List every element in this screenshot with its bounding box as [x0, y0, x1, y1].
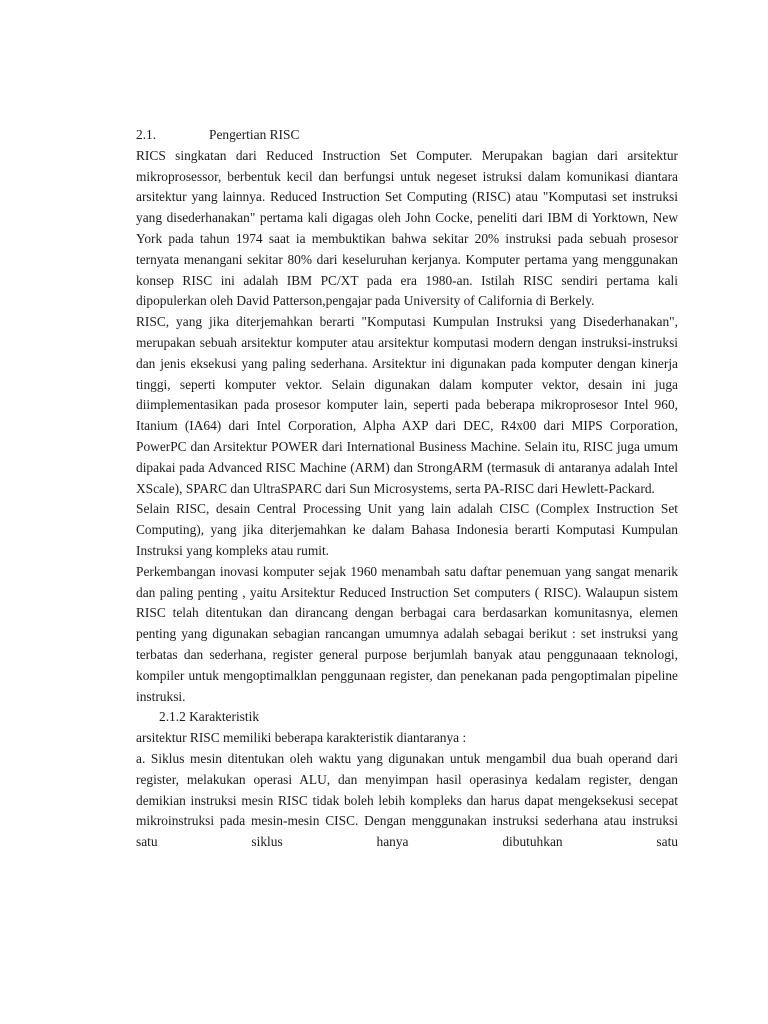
- paragraph-risc-translation: RISC, yang jika diterjemahkan berarti "Komputasi Kumpulan Instruksi yang Disederhanakan", merupakan sebuah arsitektur komputer atau arsitektur komputasi modern dengan instruksi-instruksi dan jenis eksekusi yang paling sederhana. Arsitektur ini digunakan pada komputer dengan kinerja tinggi, seperti komputer vektor. Selain digunakan dalam komputer vektor, desain ini juga diimplementasikan pada prosesor komputer lain, seperti pada beberapa mikroprosesor Intel 960, Itanium (IA64) dari Intel Corporation, Alpha AXP dari DEC, R4x00 dari MIPS Corporation, PowerPC dan Arsitektur POWER dari International Business Machine. Selain itu, RISC juga umum dipakai pada Advanced RISC Machine (ARM) dan StrongARM (termasuk di antaranya adalah Intel XScale), SPARC dan UltraSPARC dari Sun Microsystems, serta PA-RISC dari Hewlett-Packard.: [136, 314, 678, 496]
- paragraph-cisc: Selain RISC, desain Central Processing Unit yang lain adalah CISC (Complex Instruction Set Computing), yang jika diterjemahkan ke dalam Bahasa Indonesia berarti Komputasi Kumpulan Instruksi yang kompleks atau rumit.: [136, 501, 678, 558]
- paragraph-development: Perkembangan inovasi komputer sejak 1960 menambah satu daftar penemuan yang sangat menarik dan paling penting , yaitu Arsitektur Reduced Instruction Set computers ( RISC). Walaupun sistem RISC telah ditentukan dan dirancang dengan berbagai cara berdasarkan komunitasnya, elemen penting yang digunakan sebagian rancangan umumnya adalah sebagai berikut : set instruksi yang terbatas dan sederhana, register general purpose berjumlah banyak atau penggunaaan teknologi, kompiler untuk mengoptimalklan penggunaan register, dan penekanan pada pengoptimalan pipeline instruksi.: [136, 563, 678, 704]
- document-body: [136, 125, 678, 853]
- subsection-heading: 2.1.2 Karakteristik: [159, 709, 260, 725]
- section-title: Pengertian RISC: [209, 127, 300, 142]
- characteristics-item-a: a. Siklus mesin ditentukan oleh waktu yang digunakan untuk mengambil dua buah operand dari register, melakukan operasi ALU, dan menyimpan hasil operasinya kedalam register, dengan demikian instruksi mesin RISC tidak boleh lebih kompleks dan harus dapat mengeksekusi secepat mikroinstruksi pada mesin-mesin CISC. Dengan menggunakan instruksi sederhana atau instruksi satu siklus hanya dibutuhkan satu: [136, 750, 678, 850]
- paragraph-rics-definition: RICS singkatan dari Reduced Instruction Set Computer. Merupakan bagian dari arsitektur mikroprosessor, berbentuk kecil dan berfungsi untuk negeset istruksi dalam komunikasi diantara arsitektur yang lainnya. Reduced Instruction Set Computing (RISC) atau "Komputasi set instruksi yang disederhanakan" pertama kali digagas oleh John Cocke, peneliti dari IBM di Yorktown, New York pada tahun 1974 saat ia membuktikan bahwa sekitar 20% instruksi pada sebuah prosesor ternyata menangani sekitar 80% dari keseluruhan kerjanya. Komputer pertama yang menggunakan konsep RISC ini adalah IBM PC/XT pada era 1980-an. Istilah RISC sendiri pertama kali dipopulerkan oleh David Patterson,pengajar pada University of California di Berkely.: [136, 147, 678, 309]
- section-heading: [136, 125, 678, 146]
- characteristics-intro: arsitektur RISC memiliki beberapa karakteristik diantaranya :: [136, 730, 467, 746]
- section-number: 2.1.: [136, 127, 157, 142]
